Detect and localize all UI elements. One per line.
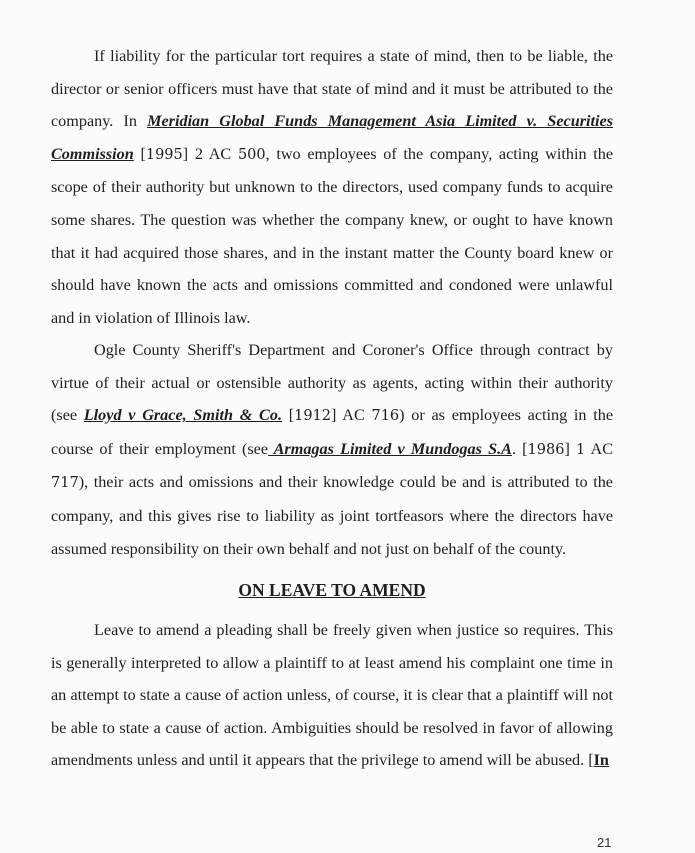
paragraph-text: Ogle County Sheriff's Department and Coroner's Office through contract by virtue of their actual or ostensible authority as agents, acting within their authority (see bbox=[51, 341, 613, 425]
citation-page: 716 bbox=[371, 408, 400, 425]
paragraph-text: [ bbox=[133, 144, 146, 163]
paragraph-text: ] bbox=[564, 439, 577, 458]
paragraph-text: ) or as employees acting in the course of their employment (see bbox=[51, 406, 614, 458]
citation-year: 1912 bbox=[294, 408, 332, 425]
paragraph-text: ), their acts and omissions and their knowledge could be and is attributed to the company, and this gives rise to liability as joint tortfeasors where the directors have assumed responsibility on their own behalf and not just on behalf of the county. bbox=[51, 473, 613, 558]
paragraph-text: AC bbox=[585, 439, 614, 458]
paragraph-attribution-state-of-mind bbox=[51, 40, 613, 334]
paragraph-text: ] AC bbox=[331, 406, 372, 425]
paragraph-text: Leave to amend a pleading shall be freely given when justice so requires. This is generally interpreted to allow a plaintiff to at least amend his complaint one time in an attempt to state a cause of action unless, of course, it is clear that a plaintiff will not be able to state a cause of action. Ambiguities should be resolved in favor of allowing amendments unless and until it appears that the privilege to amend will be abused. [ bbox=[51, 621, 613, 770]
paragraph-text: ] 2 AC bbox=[182, 144, 238, 163]
paragraph-text: If liability for the particular tort requires a state of mind, then to be liable, the director or senior officers must have that state of mind and it must be attributed to the company. In bbox=[51, 47, 613, 131]
page-number: 21 bbox=[597, 835, 612, 850]
section-heading: ON LEAVE TO AMEND bbox=[238, 580, 426, 600]
paragraph-text: . [ bbox=[511, 439, 528, 458]
case-citation-armagas: Armagas Limited v Mundogas S.A bbox=[268, 439, 512, 458]
citation-year: 1986 bbox=[527, 441, 565, 458]
citation-page: 500 bbox=[237, 146, 266, 163]
citation-year: 1995 bbox=[145, 146, 183, 163]
citation-continuation: In bbox=[593, 751, 609, 770]
case-citation-meridian: Meridian Global Funds Management Asia Limited v. Securities Commission bbox=[51, 112, 613, 163]
paragraph-agency-liability bbox=[51, 334, 613, 565]
citation-page: 717 bbox=[51, 475, 79, 492]
paragraph-text: [ bbox=[282, 406, 295, 425]
citation-volume: 1 bbox=[576, 441, 586, 458]
case-citation-lloyd: Lloyd v Grace, Smith & Co. bbox=[83, 406, 282, 425]
paragraph-text: , two employees of the company, acting within the scope of their authority but unknown to the directors, used company funds to acquire some shares. The question was whether the company knew, or ought to have known that it had acquired those shares, and in the instant matter the County board knew or should have known the acts and omissions committed and condoned were unlawful and in violation of Illinois law. bbox=[51, 144, 614, 327]
paragraph-leave-to-amend bbox=[51, 614, 613, 777]
